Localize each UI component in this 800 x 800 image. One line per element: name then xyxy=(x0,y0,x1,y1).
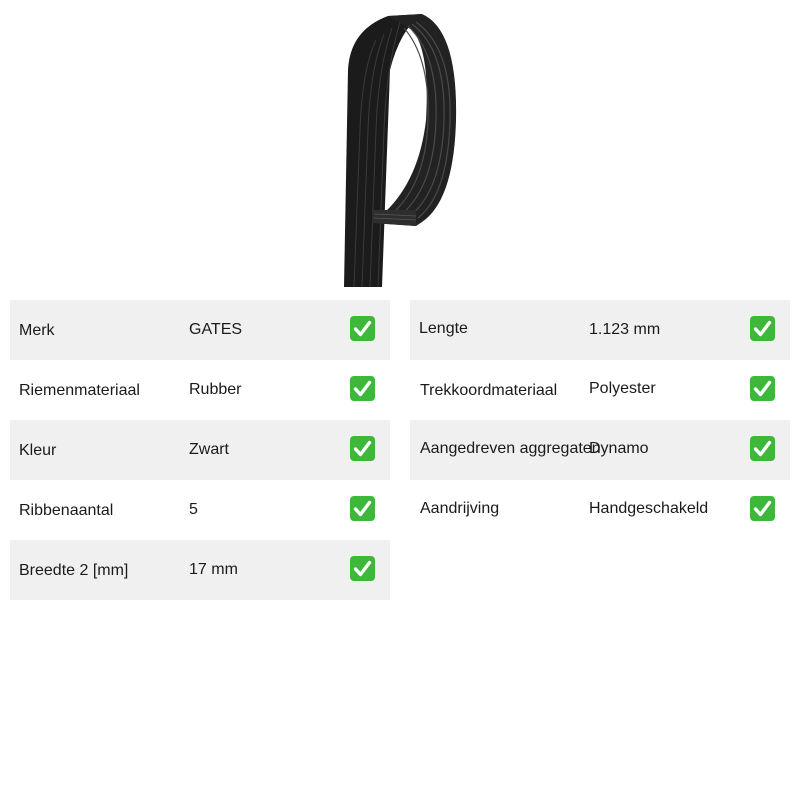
spec-value: 5 xyxy=(189,501,198,518)
spec-label: Lengte xyxy=(419,320,468,337)
spec-label: Aangedreven aggregaten xyxy=(420,440,601,457)
spec-label: Riemenmateriaal xyxy=(19,382,140,399)
spec-value: Dynamo xyxy=(589,440,649,457)
spec-label: Ribbenaantal xyxy=(19,502,114,519)
spec-label: Kleur xyxy=(19,442,57,459)
spec-value: Zwart xyxy=(189,441,229,458)
spec-value: Polyester xyxy=(589,380,656,397)
white-check-mark-icon xyxy=(350,316,375,341)
spec-label: Merk xyxy=(19,322,55,339)
spec-table-left xyxy=(10,300,390,600)
spec-row-merk xyxy=(10,300,390,360)
spec-value: Rubber xyxy=(189,381,242,398)
spec-value: 1.123 mm xyxy=(589,321,661,338)
white-check-mark-icon xyxy=(750,376,775,401)
spec-value: 17 mm xyxy=(189,561,238,578)
white-check-mark-icon xyxy=(350,436,375,461)
white-check-mark-icon xyxy=(350,376,375,401)
spec-row-breedte xyxy=(10,540,390,600)
spec-label: Breedte 2 [mm] xyxy=(19,562,129,579)
white-check-mark-icon xyxy=(350,556,375,581)
spec-row-aangedreven-aggregaten xyxy=(410,420,790,480)
spec-value: Handgeschakeld xyxy=(589,500,709,517)
spec-label: Trekkoordmateriaal xyxy=(420,382,558,399)
spec-row-ribbenaantal xyxy=(10,480,390,540)
white-check-mark-icon xyxy=(750,436,775,461)
spec-row-kleur xyxy=(10,420,390,480)
spec-row-riemenmateriaal xyxy=(10,360,390,420)
white-check-mark-icon xyxy=(350,496,375,521)
spec-table-right xyxy=(410,300,790,540)
spec-row-trekkoordmateriaal xyxy=(410,360,790,420)
v-ribbed-belt-image xyxy=(330,10,470,288)
spec-row-aandrijving xyxy=(410,480,790,540)
white-check-mark-icon xyxy=(750,316,775,341)
white-check-mark-icon xyxy=(750,496,775,521)
spec-value: GATES xyxy=(189,321,243,338)
spec-row-lengte xyxy=(410,300,790,360)
spec-label: Aandrijving xyxy=(420,500,500,517)
